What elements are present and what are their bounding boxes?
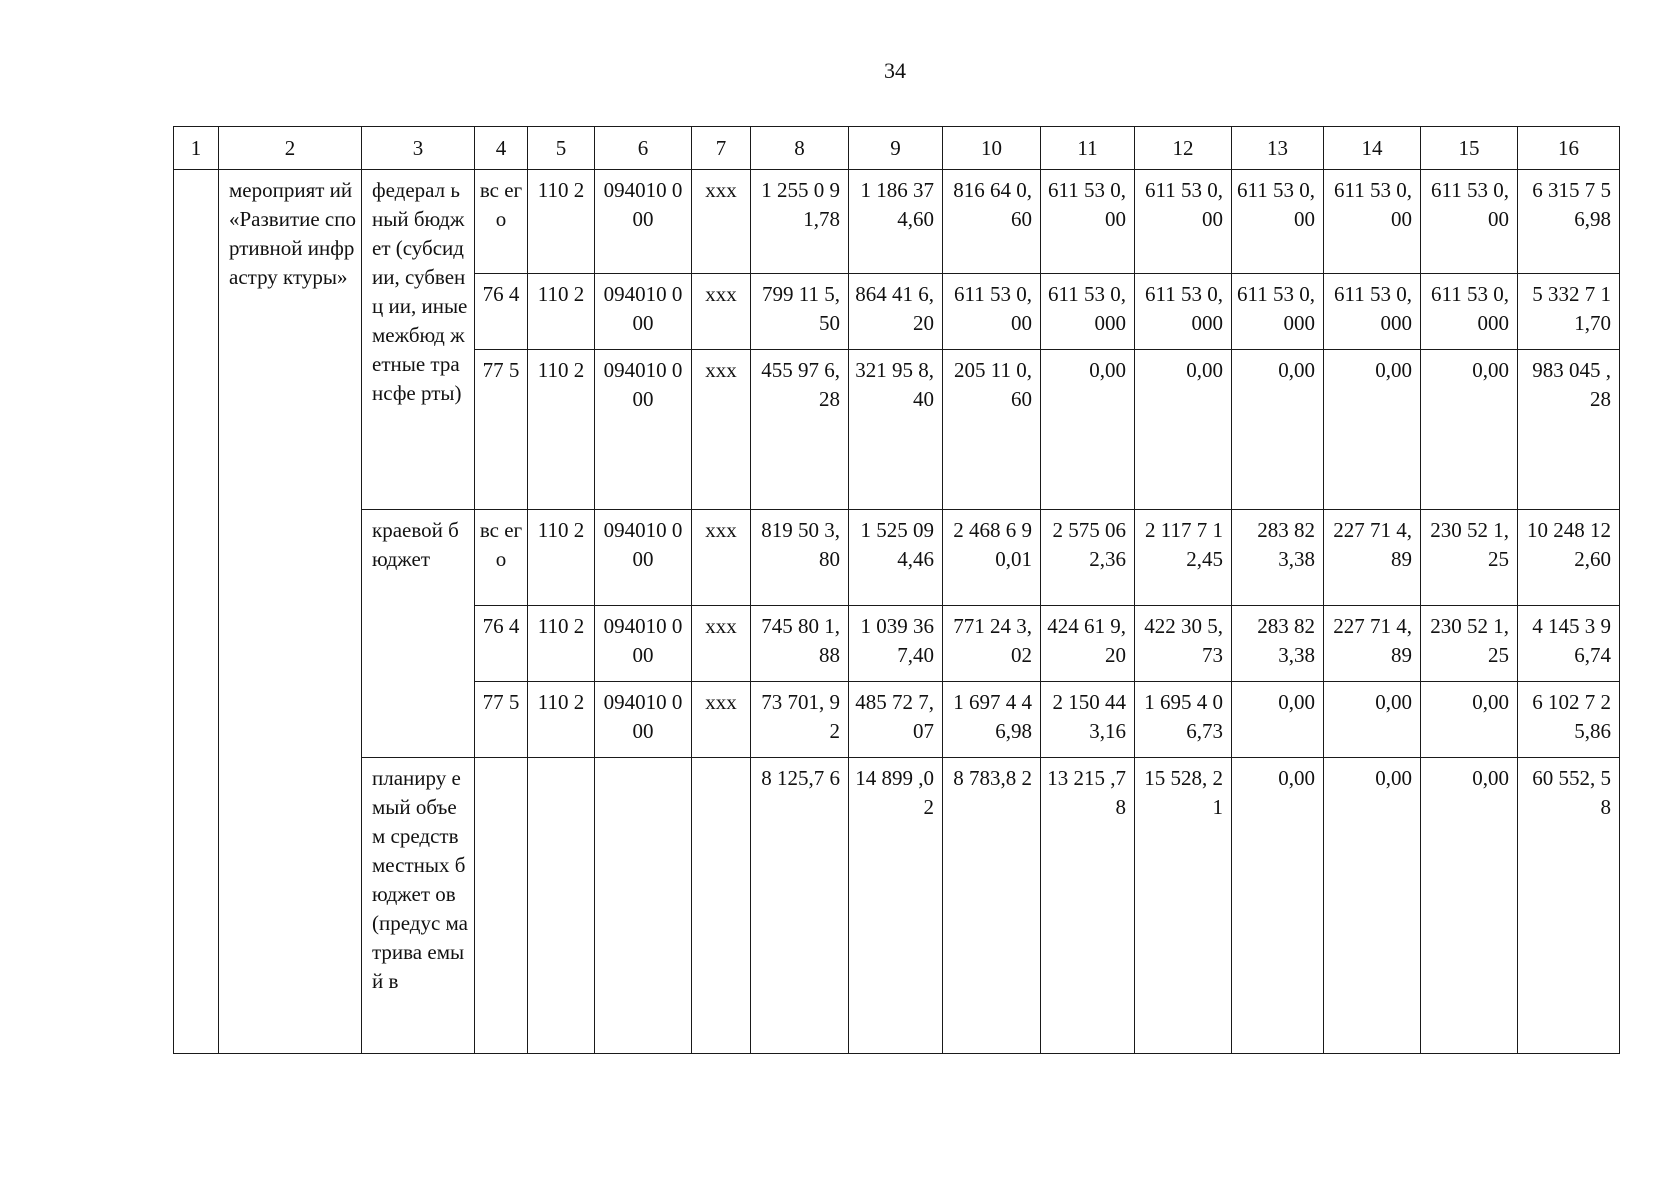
value-cell: 230 52 1,25: [1421, 606, 1518, 682]
event-name-cell: мероприят ий «Развитие спортивной инфрастру ктуры»: [219, 170, 362, 1054]
value-cell: 0,00: [1232, 682, 1324, 758]
budget-table-container: [173, 126, 1620, 1054]
header-cell: 10: [943, 127, 1041, 170]
value-cell: 0,00: [1421, 758, 1518, 1054]
section-code-cell: 110 2: [528, 510, 595, 606]
value-cell: 611 53 0,000: [1135, 274, 1232, 350]
value-cell: 4 145 3 96,74: [1518, 606, 1620, 682]
row-number-cell: [174, 170, 219, 1054]
value-cell: 283 82 3,38: [1232, 606, 1324, 682]
header-cell: 8: [751, 127, 849, 170]
value-cell: 611 53 0,00: [1135, 170, 1232, 274]
header-cell: 3: [362, 127, 475, 170]
header-cell: 13: [1232, 127, 1324, 170]
regional-budget-label: краевой бюджет: [362, 510, 475, 758]
value-cell: 2 468 6 90,01: [943, 510, 1041, 606]
target-code-cell: 094010 000: [595, 510, 692, 606]
recipient-code-cell: 77 5: [475, 682, 528, 758]
value-cell: 819 50 3,80: [751, 510, 849, 606]
value-cell: 455 97 6,28: [751, 350, 849, 510]
value-cell: 227 71 4,89: [1324, 510, 1421, 606]
value-cell: 611 53 0,000: [1324, 274, 1421, 350]
value-cell: 485 72 7,07: [849, 682, 943, 758]
value-cell: 73 701, 92: [751, 682, 849, 758]
value-cell: 15 528, 21: [1135, 758, 1232, 1054]
value-cell: 0,00: [1232, 758, 1324, 1054]
federal-budget-label: федерал ьный бюджет (субсид ии, субвенц ии, иные межбюд жетные трансфе рты): [362, 170, 475, 510]
value-cell: 227 71 4,89: [1324, 606, 1421, 682]
header-cell: 14: [1324, 127, 1421, 170]
value-cell: 611 53 0,00: [943, 274, 1041, 350]
table-header-row: [174, 127, 1620, 170]
expense-type-cell: [692, 758, 751, 1054]
header-cell: 1: [174, 127, 219, 170]
value-cell: 816 64 0,60: [943, 170, 1041, 274]
value-cell: 611 53 0,000: [1232, 274, 1324, 350]
recipient-code-cell: 76 4: [475, 274, 528, 350]
value-cell: 1 695 4 06,73: [1135, 682, 1232, 758]
value-cell: 0,00: [1232, 350, 1324, 510]
header-cell: 11: [1041, 127, 1135, 170]
expense-type-cell: xxx: [692, 170, 751, 274]
value-cell: 424 61 9,20: [1041, 606, 1135, 682]
target-code-cell: 094010 000: [595, 170, 692, 274]
value-cell: 611 53 0,000: [1041, 274, 1135, 350]
recipient-code-cell: вс ег о: [475, 510, 528, 606]
value-cell: 611 53 0,00: [1041, 170, 1135, 274]
recipient-code-cell: 77 5: [475, 350, 528, 510]
header-cell: 2: [219, 127, 362, 170]
value-cell: 1 697 4 46,98: [943, 682, 1041, 758]
header-cell: 6: [595, 127, 692, 170]
section-code-cell: 110 2: [528, 682, 595, 758]
section-code-cell: 110 2: [528, 170, 595, 274]
table-row: [174, 758, 1620, 1054]
value-cell: 422 30 5,73: [1135, 606, 1232, 682]
value-cell: 6 315 7 56,98: [1518, 170, 1620, 274]
recipient-code-cell: 76 4: [475, 606, 528, 682]
header-cell: 5: [528, 127, 595, 170]
budget-table: [173, 126, 1620, 1054]
value-cell: 983 045 ,28: [1518, 350, 1620, 510]
value-cell: 771 24 3,02: [943, 606, 1041, 682]
value-cell: 8 125,7 6: [751, 758, 849, 1054]
value-cell: 14 899 ,02: [849, 758, 943, 1054]
value-cell: 2 117 7 12,45: [1135, 510, 1232, 606]
header-cell: 7: [692, 127, 751, 170]
value-cell: 1 039 367,40: [849, 606, 943, 682]
local-budget-label: планиру емый объем средств местных бюджет ов (предус матрива емый в: [362, 758, 475, 1054]
target-code-cell: 094010 000: [595, 606, 692, 682]
value-cell: 283 82 3,38: [1232, 510, 1324, 606]
section-code-cell: 110 2: [528, 606, 595, 682]
value-cell: 0,00: [1324, 350, 1421, 510]
recipient-code-cell: вс ег о: [475, 170, 528, 274]
value-cell: 0,00: [1041, 350, 1135, 510]
value-cell: 611 53 0,00: [1232, 170, 1324, 274]
table-row: [174, 170, 1620, 274]
value-cell: 0,00: [1135, 350, 1232, 510]
expense-type-cell: xxx: [692, 350, 751, 510]
expense-type-cell: xxx: [692, 606, 751, 682]
value-cell: 6 102 7 25,86: [1518, 682, 1620, 758]
header-cell: 15: [1421, 127, 1518, 170]
value-cell: 864 41 6,20: [849, 274, 943, 350]
value-cell: 1 186 374,60: [849, 170, 943, 274]
value-cell: 745 80 1,88: [751, 606, 849, 682]
value-cell: 611 53 0,00: [1421, 170, 1518, 274]
target-code-cell: [595, 758, 692, 1054]
header-cell: 4: [475, 127, 528, 170]
recipient-code-cell: [475, 758, 528, 1054]
value-cell: 5 332 7 11,70: [1518, 274, 1620, 350]
table-row: [174, 510, 1620, 606]
value-cell: 0,00: [1324, 758, 1421, 1054]
expense-type-cell: xxx: [692, 274, 751, 350]
value-cell: 799 11 5,50: [751, 274, 849, 350]
value-cell: 321 95 8,40: [849, 350, 943, 510]
value-cell: 10 248 122,60: [1518, 510, 1620, 606]
section-code-cell: 110 2: [528, 350, 595, 510]
value-cell: 230 52 1,25: [1421, 510, 1518, 606]
value-cell: 60 552, 58: [1518, 758, 1620, 1054]
value-cell: 8 783,8 2: [943, 758, 1041, 1054]
expense-type-cell: xxx: [692, 510, 751, 606]
value-cell: 0,00: [1324, 682, 1421, 758]
value-cell: 2 575 062,36: [1041, 510, 1135, 606]
section-code-cell: [528, 758, 595, 1054]
expense-type-cell: xxx: [692, 682, 751, 758]
value-cell: 1 525 094,46: [849, 510, 943, 606]
header-cell: 12: [1135, 127, 1232, 170]
page-number: 34: [884, 58, 906, 83]
target-code-cell: 094010 000: [595, 350, 692, 510]
target-code-cell: 094010 000: [595, 682, 692, 758]
value-cell: 611 53 0,00: [1324, 170, 1421, 274]
value-cell: 0,00: [1421, 350, 1518, 510]
header-cell: 16: [1518, 127, 1620, 170]
value-cell: 0,00: [1421, 682, 1518, 758]
value-cell: 13 215 ,78: [1041, 758, 1135, 1054]
value-cell: 1 255 0 91,78: [751, 170, 849, 274]
header-cell: 9: [849, 127, 943, 170]
section-code-cell: 110 2: [528, 274, 595, 350]
value-cell: 205 11 0,60: [943, 350, 1041, 510]
value-cell: 2 150 443,16: [1041, 682, 1135, 758]
value-cell: 611 53 0,000: [1421, 274, 1518, 350]
target-code-cell: 094010 000: [595, 274, 692, 350]
